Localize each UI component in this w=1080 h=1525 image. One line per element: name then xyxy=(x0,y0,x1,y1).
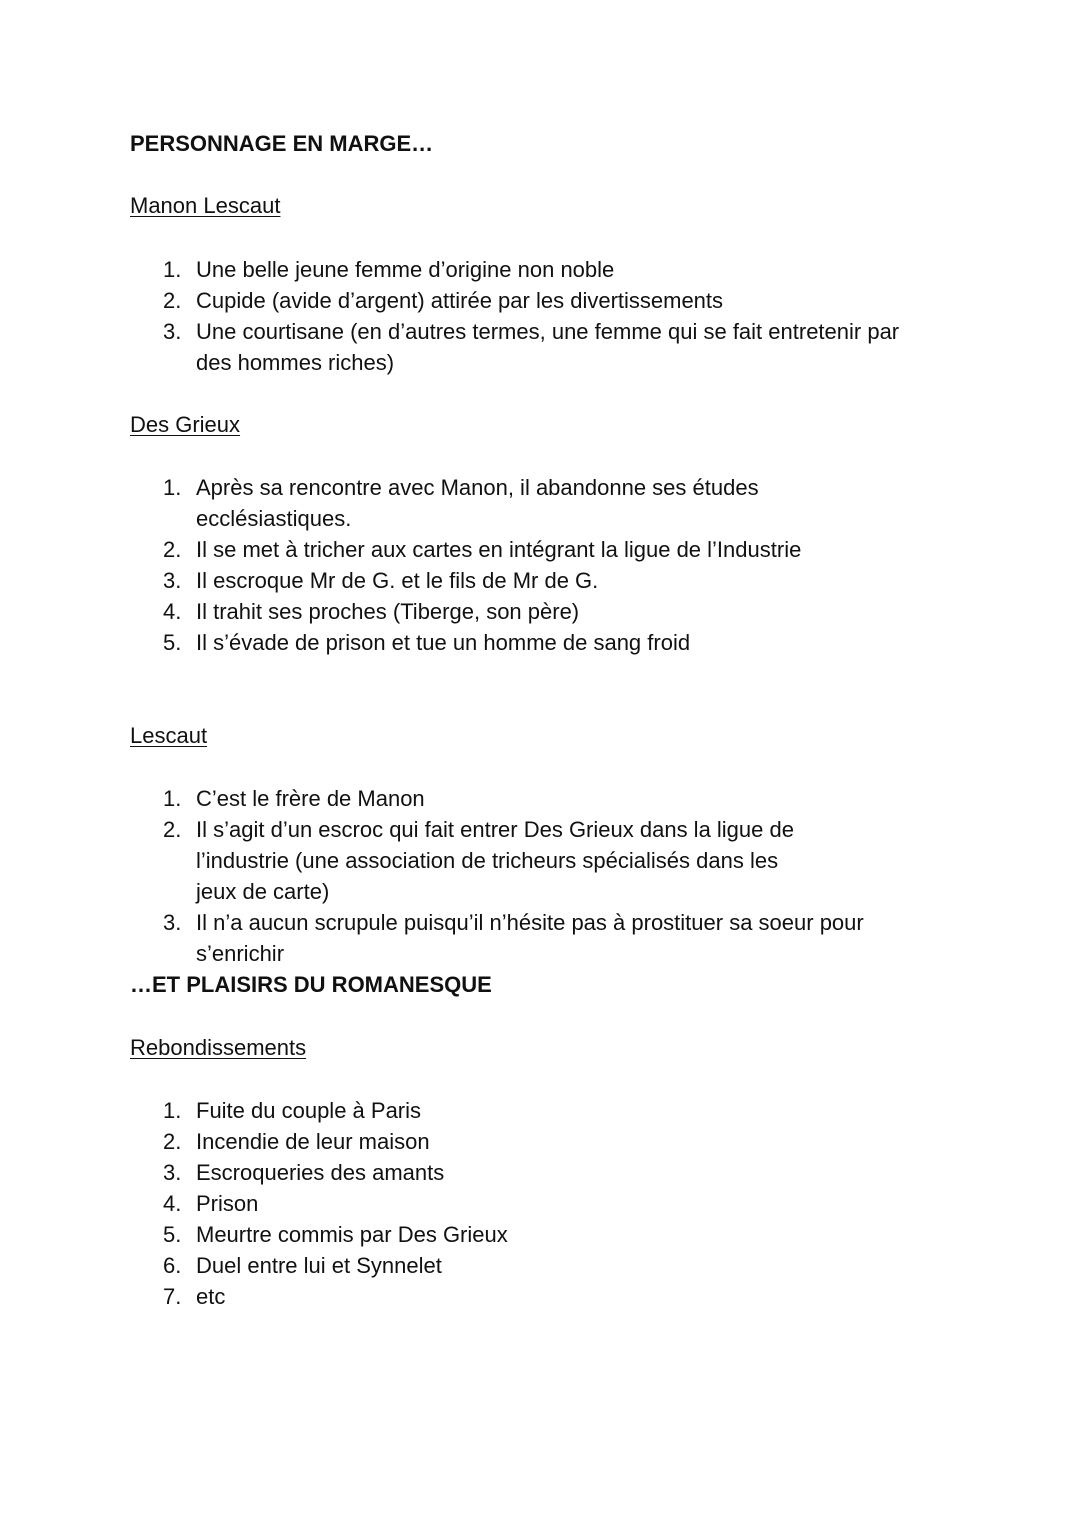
list-item: 2. Il se met à tricher aux cartes en intégrant la ligue de l’Industrie xyxy=(163,537,802,562)
list-item: 4. Il trahit ses proches (Tiberge, son père) xyxy=(163,599,580,624)
list-item: 1. C’est le frère de Manon xyxy=(163,786,425,811)
section-title-rebondissements: Rebondissements xyxy=(130,1035,307,1060)
list-item: 5. Il s’évade de prison et tue un homme de sang froid xyxy=(163,630,691,655)
list-item: 3. Il escroque Mr de G. et le fils de Mr de G. xyxy=(163,568,599,593)
list-item: 5. Meurtre commis par Des Grieux xyxy=(163,1222,508,1247)
heading-plaisirs-du-romanesque: …ET PLAISIRS DU ROMANESQUE xyxy=(130,972,492,997)
list-rebondissements xyxy=(0,1095,820,1312)
list-item: 7. etc xyxy=(163,1284,226,1309)
list-item: 3. Il n’a aucun scrupule puisqu’il n’hésite pas à prostituer sa soeur pour s’enrichir xyxy=(163,910,864,966)
list-item: 2. Il s’agit d’un escroc qui fait entrer Des Grieux dans la ligue de l’industrie (une association de tricheurs spécialisés dans les jeux de carte) xyxy=(163,817,794,904)
list-item: 4. Prison xyxy=(163,1191,259,1216)
list-item: 2. Incendie de leur maison xyxy=(163,1129,430,1154)
section-title-manon-lescaut: Manon Lescaut xyxy=(130,193,281,218)
list-item: 3. Escroqueries des amants xyxy=(163,1160,445,1185)
list-item: 1. Après sa rencontre avec Manon, il abandonne ses études ecclésiastiques. xyxy=(163,475,759,531)
list-item: 1. Une belle jeune femme d’origine non noble xyxy=(163,257,615,282)
heading-personnage-en-marge: PERSONNAGE EN MARGE… xyxy=(130,131,434,156)
list-item: 1. Fuite du couple à Paris xyxy=(163,1098,422,1123)
list-item: 2. Cupide (avide d’argent) attirée par les divertissements xyxy=(163,288,724,313)
section-title-lescaut: Lescaut xyxy=(130,723,208,748)
list-lescaut xyxy=(0,783,864,969)
list-des-grieux xyxy=(0,472,820,658)
list-manon-lescaut xyxy=(0,254,930,378)
list-item: 6. Duel entre lui et Synnelet xyxy=(163,1253,442,1278)
list-item: 3. Une courtisane (en d’autres termes, une femme qui se fait entretenir par des hommes riches) xyxy=(163,319,900,375)
section-title-des-grieux: Des Grieux xyxy=(130,412,241,437)
